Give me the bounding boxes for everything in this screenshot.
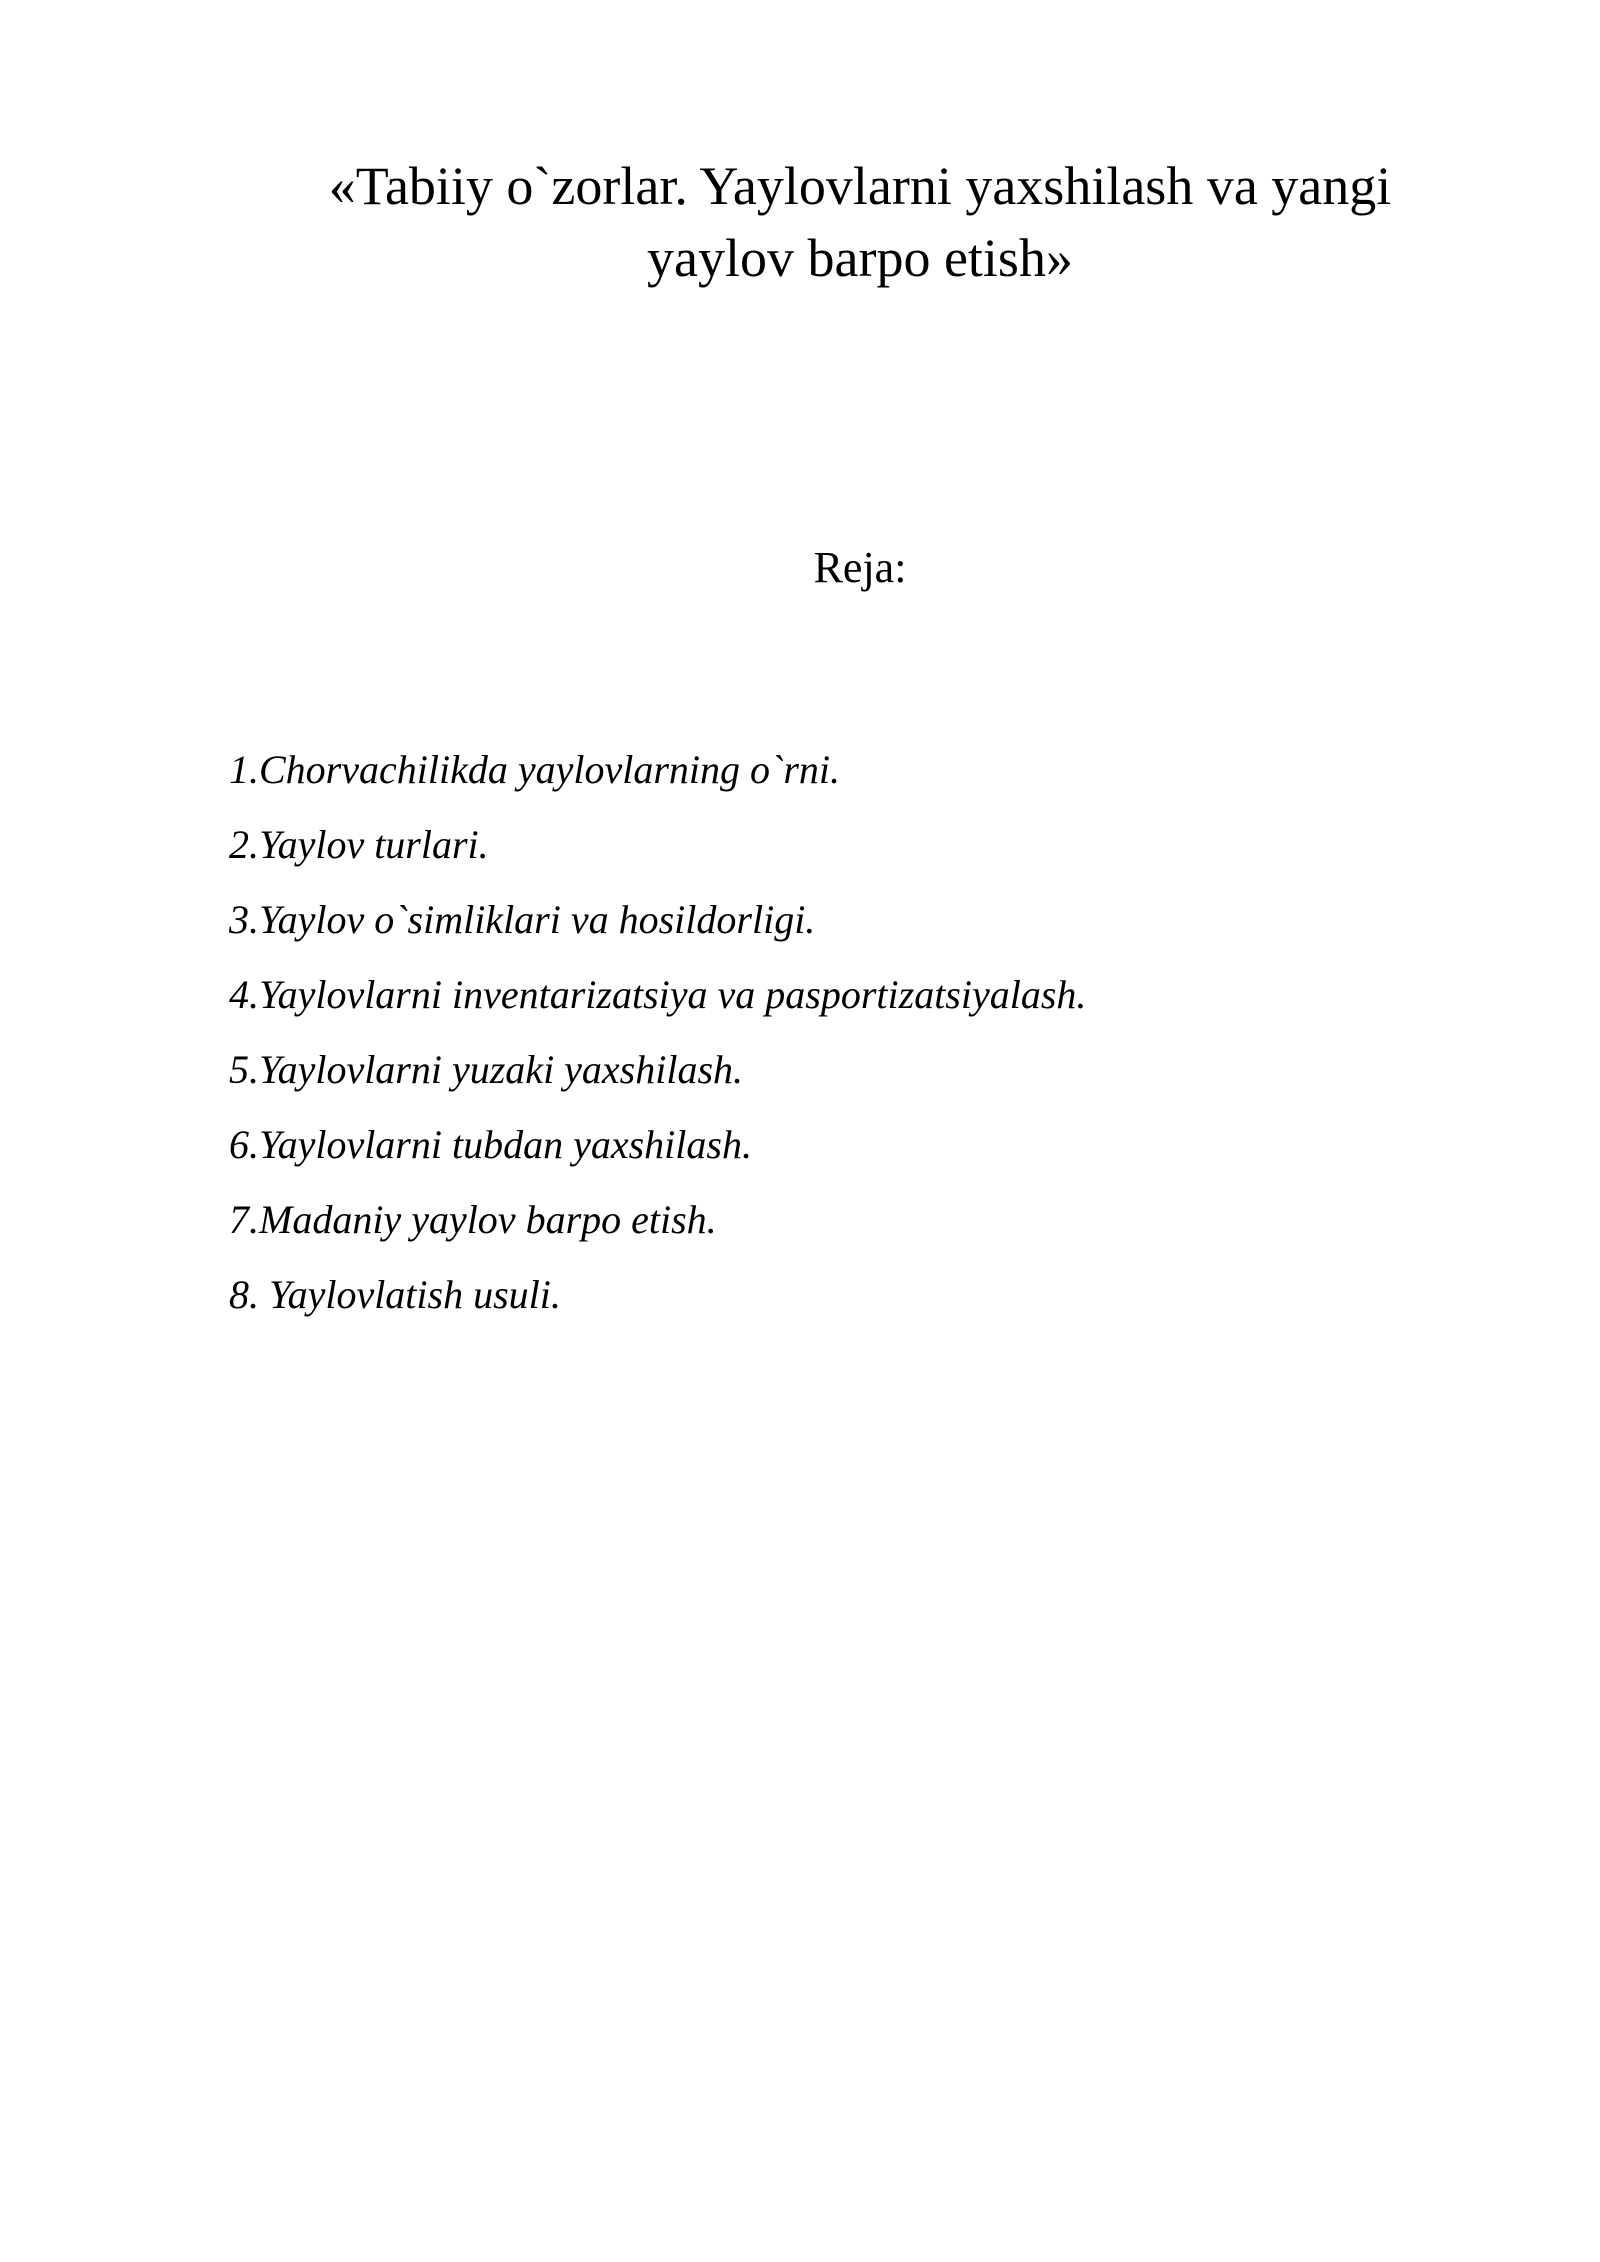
plan-item: 7.Madaniy yaylov barpo etish. xyxy=(229,1197,717,1242)
plan-item: 2.Yaylov turlari. xyxy=(229,822,489,867)
plan-list xyxy=(229,732,1086,1332)
title-line-2: yaylov barpo etish» xyxy=(647,228,1073,288)
title-line-1: «Tabiiy o`zorlar. Yaylovlarni yaxshilash va yangi xyxy=(328,156,1392,216)
plan-item: 1.Chorvachilikda yaylovlarning o`rni. xyxy=(229,747,841,792)
document-title xyxy=(190,150,1530,294)
plan-item: 6.Yaylovlarni tubdan yaxshilash. xyxy=(229,1122,752,1167)
plan-item: 4.Yaylovlarni inventarizatsiya va pasportizatsiyalash. xyxy=(229,972,1087,1017)
plan-item: 3.Yaylov o`simliklari va hosildorligi. xyxy=(229,897,816,942)
plan-item: 5.Yaylovlarni yuzaki yaxshilash. xyxy=(229,1047,744,1092)
plan-item: 8. Yaylovlatish usuli. xyxy=(229,1272,561,1317)
plan-heading: Reja: xyxy=(813,543,907,592)
